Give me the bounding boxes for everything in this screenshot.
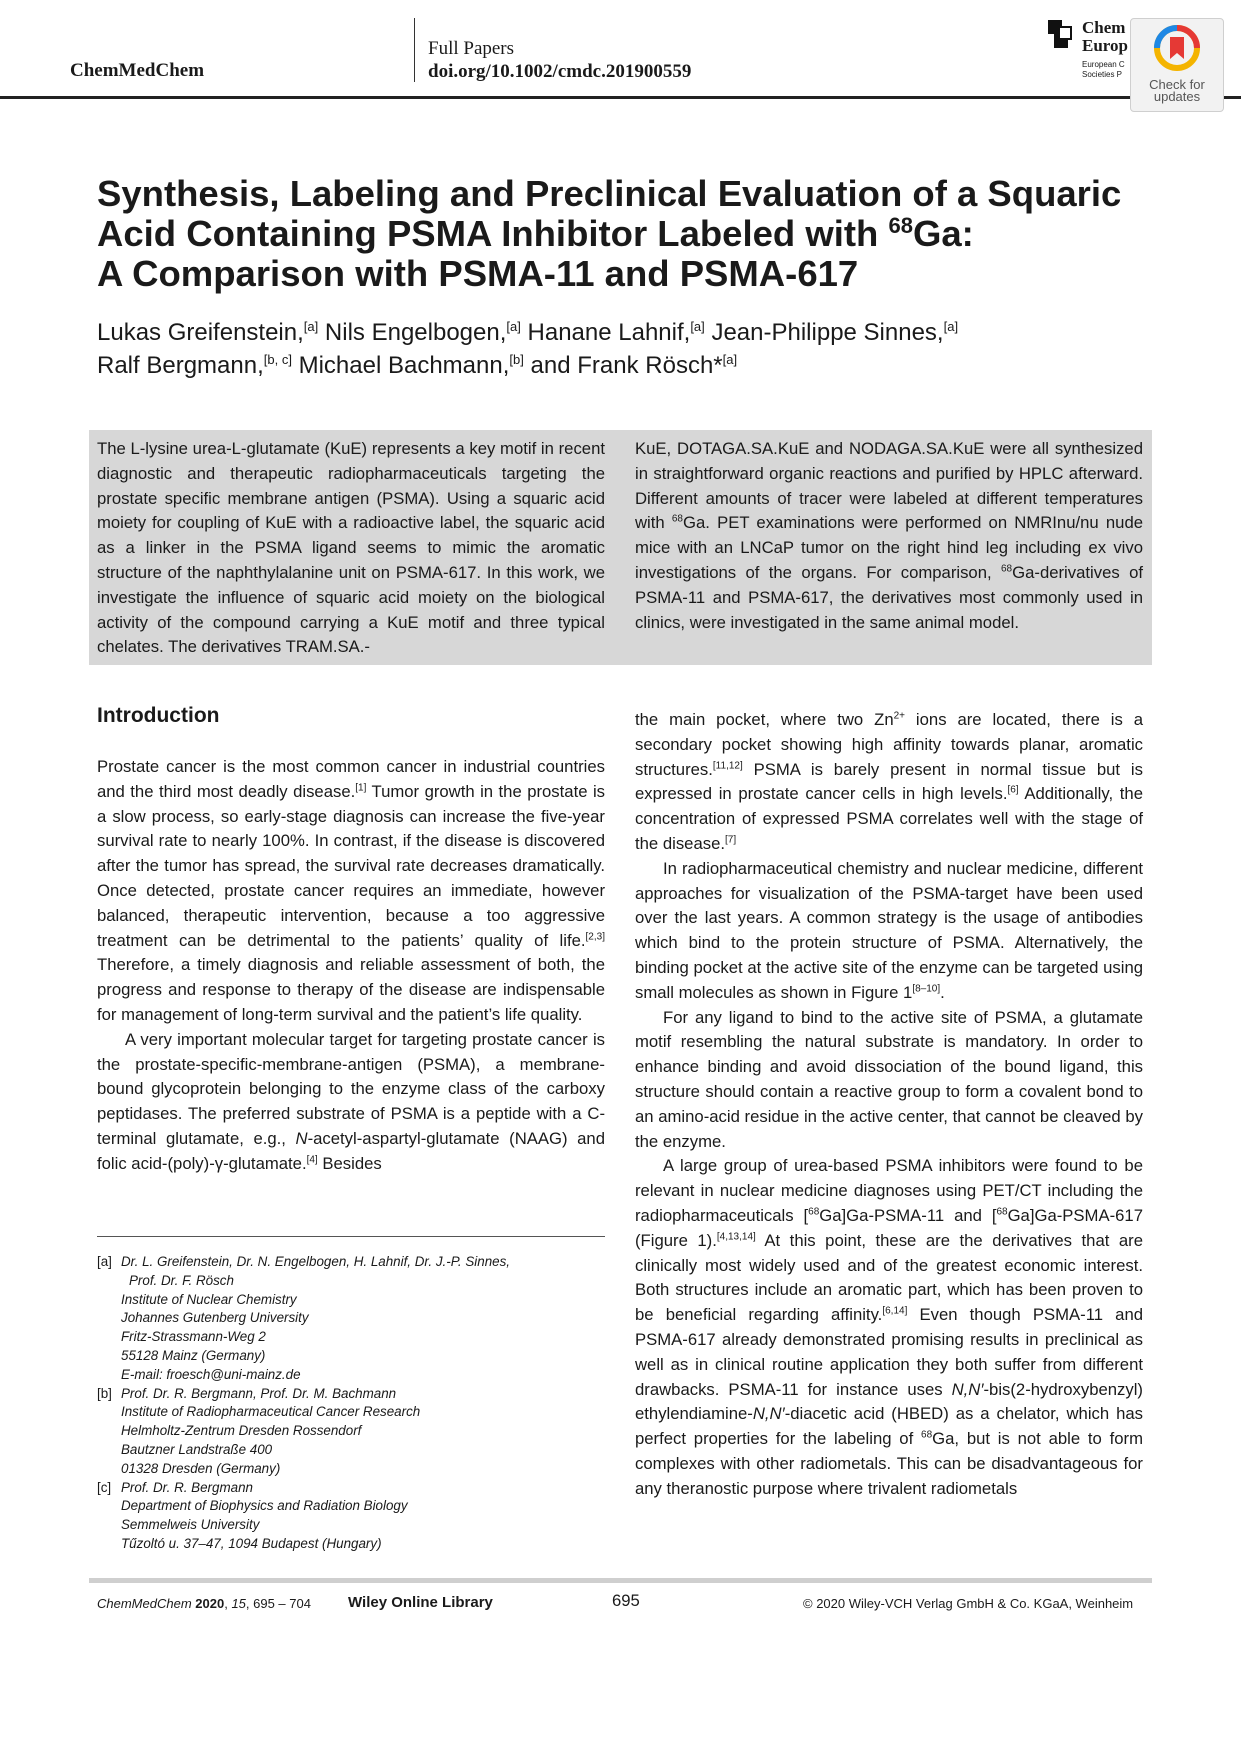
copyright: © 2020 Wiley-VCH Verlag GmbH & Co. KGaA, Weinheim xyxy=(803,1596,1134,1611)
badge-label-2: updates xyxy=(1153,89,1201,104)
page-number: 695 xyxy=(612,1591,640,1610)
footer-rule xyxy=(89,1578,1152,1583)
logo-text-4: Societies P xyxy=(1082,70,1123,79)
paragraph: For any ligand to bind to the active site of PSMA, a glutamate motif resembling the natural substrate is mandatory. In order to enhance binding and avoid dissociation of the bound ligand, this structure should contain a reactive group to form a covalent bond to an amino-acid residue in the active center, that cannot be cleaved by the enzyme. xyxy=(635,1007,1143,1151)
article-title xyxy=(97,174,1157,294)
body-left-column xyxy=(97,755,605,1177)
header-divider xyxy=(414,18,415,82)
header-rule xyxy=(0,96,1241,99)
wiley-online-library-link[interactable]: Wiley Online Library xyxy=(348,1594,493,1611)
logo-text-1: Chem xyxy=(1082,20,1126,37)
logo-text-2: Europ xyxy=(1082,36,1128,55)
affiliation-b: [b] Prof. Dr. R. Bergmann, Prof. Dr. M. Bachmann Institute of Radiopharmaceutical Cancer Research Helmholtz-Zentrum Dresden Rossendorf Bautzner Landstraße 400 01328 Dresden (Germany) xyxy=(97,1385,421,1476)
journal-name: ChemMedChem xyxy=(70,60,205,81)
abstract-right-column: KuE, DOTAGA.SA.KuE and NODAGA.SA.KuE were all synthesized in straightforward organic reactions and purified by HPLC afterward. Different amounts of tracer were labeled at different temperatures with $^{68}$Ga. PET examinations were performed on NMRInu/nu nude mice with an LNCaP tumor on the right hind leg including ex vivo investigations of the organs. For comparison, $^{68}$Ga-derivatives of PSMA-11 and PSMA-617, the derivatives most commonly used in clinics, were investigated in the same animal model. xyxy=(635,439,1144,632)
section-heading-introduction: Introduction xyxy=(97,704,220,727)
abstract-left-column: The L-lysine urea-L-glutamate (KuE) represents a key motif in recent diagnostic and therapeutic radiopharmaceuticals targeting the prostate specific membrane antigen (PSMA). Using a squaric acid moiety for coupling of KuE with a radioactive label, the squaric acid as a linker in the PSMA ligand seems to mimic the aromatic structure of the naphthylalanine unit on PSMA-617. In this work, we investigate the influence of squaric acid moiety on the biological activity of the compound carrying a KuE motif and three typical chelates. The derivatives TRAM.SA.- xyxy=(97,439,605,657)
author: Hanane Lahnif,[a] xyxy=(527,319,705,346)
author: Michael Bachmann,[b] xyxy=(298,352,524,379)
affiliations xyxy=(97,1253,617,1554)
author: Lukas Greifenstein,[a] xyxy=(97,319,319,346)
author: and Frank Rösch*[a] xyxy=(530,352,738,379)
logo-text-3: European C xyxy=(1082,60,1125,69)
title-line-1: Synthesis, Labeling and Preclinical Evaluation of a Squaric xyxy=(97,173,1122,214)
affiliation-a: [a] Dr. L. Greifenstein, Dr. N. Engelbogen, H. Lahnif, Dr. J.-P. Sinnes, Prof. Dr. F. Rösch Institute of Nuclear Chemistry Johannes Gutenberg University Fritz-Strassmann-Weg 2 55128 Mainz (Germany) E-mail: froesch@uni-mainz.de xyxy=(97,1253,617,1385)
badge-label-1: Check for xyxy=(1149,77,1205,92)
section-label: Full Papers xyxy=(428,38,515,59)
title-line-2: Acid Containing PSMA Inhibitor Labeled with $^{68}$Ga: xyxy=(97,212,974,254)
paragraph: Prostate cancer is the most common cancer in industrial countries and the third most deadly disease.[1] Tumor growth in the prostate is a slow process, so early-stage diagnosis can increase the five-year survival rate to nearly 100%. In contrast, if the disease is discovered after the tumor has spread, the survival rate decreases dramatically. Once detected, prostate cancer requires an immediate, however balanced, therapeutic intervention, because a too aggressive treatment can be detrimental to the patients’ quality of life.[2,3] Therefore, a timely diagnosis and reliable assessment of both, the progress and response to therapy of the disease are indispensable for management of long-term survival and the patient’s life quality. xyxy=(97,757,605,1024)
publisher-logo xyxy=(1048,20,1138,92)
body-right-column xyxy=(635,708,1143,1502)
author: Nils Engelbogen,[a] xyxy=(324,319,521,346)
author-list xyxy=(97,316,1157,382)
title-line-3: A Comparison with PSMA-11 and PSMA-617 xyxy=(97,253,859,294)
paragraph: A very important molecular target for targeting prostate cancer is the prostate-specific-membrane-antigen (PSMA), a membrane-bound glycoprotein belonging to the enzyme class of the carboxy peptidases. The preferred substrate of PSMA is a peptide with a C-terminal glutamate, e.g., N-acetyl-aspartyl-glutamate (NAAG) and folic acid-(poly)-γ-glutamate.[4] Besides xyxy=(97,1029,605,1173)
paragraph: A large group of urea-based PSMA inhibitors were found to be relevant in nuclear medicine diagnoses using PET/CT including the radiopharmaceuticals [$^{68}$Ga]Ga-PSMA-11 and [$^{68}$Ga]Ga-PSMA-617 (Figure 1).[4,13,14] At this point, these are the derivatives that are clinically most widely used and of the greatest economic interest. Both structures include an aromatic part, which has been proven to be beneficial regarding affinity.[6,14] Even though PSMA-11 and PSMA-617 already demonstrated promising results in preclinical as well as in clinical routine application they both suffer from different drawbacks. PSMA-11 for instance uses N,N′-bis(2-hydroxybenzyl) ethylendiamine-N,N′-diacetic acid (HBED) as a chelator, which has perfect properties for the labeling of $^{68}$Ga, but is not able to form complexes with other radiometals. This can be disadvantageous for any theranostic purpose where trivalent radiometals xyxy=(635,1156,1144,1498)
paragraph: In radiopharmaceutical chemistry and nuclear medicine, different approaches for visualization of the PSMA-target have been used over the last years. A common strategy is the usage of antibodies which bind to the protein structure of PSMA. Alternatively, the binding pocket at the active site of the enzyme can be targeted using small molecules as shown in Figure 1[8–10]. xyxy=(635,858,1143,1002)
author: Jean-Philippe Sinnes,[a] xyxy=(711,319,959,346)
paragraph: the main pocket, where two $Zn^{2+}$ ions are located, there is a secondary pocket showing high affinity towards planar, aromatic structures.[11,12] PSMA is barely present in normal tissue but is expressed in prostate cancer cells in high levels.[6] Additionally, the concentration of expressed PSMA correlates well with the stage of the disease.[7] xyxy=(635,710,1143,853)
check-for-updates-badge[interactable] xyxy=(1130,18,1224,112)
footnote-rule xyxy=(97,1236,605,1237)
author: Ralf Bergmann,[b, c] xyxy=(97,352,292,379)
doi-link[interactable]: doi.org/10.1002/cmdc.201900559 xyxy=(428,61,692,82)
affiliation-c: [c] Prof. Dr. R. Bergmann Department of Biophysics and Radiation Biology Semmelweis University Tűzoltó u. 37–47, 1094 Budapest (Hungary) xyxy=(97,1479,408,1551)
footer-citation: ChemMedChem 2020, 15, 695 – 704 xyxy=(97,1596,311,1611)
email-link[interactable]: E-mail: froesch@uni-mainz.de xyxy=(121,1366,301,1382)
bookmark-icon xyxy=(1154,25,1200,75)
